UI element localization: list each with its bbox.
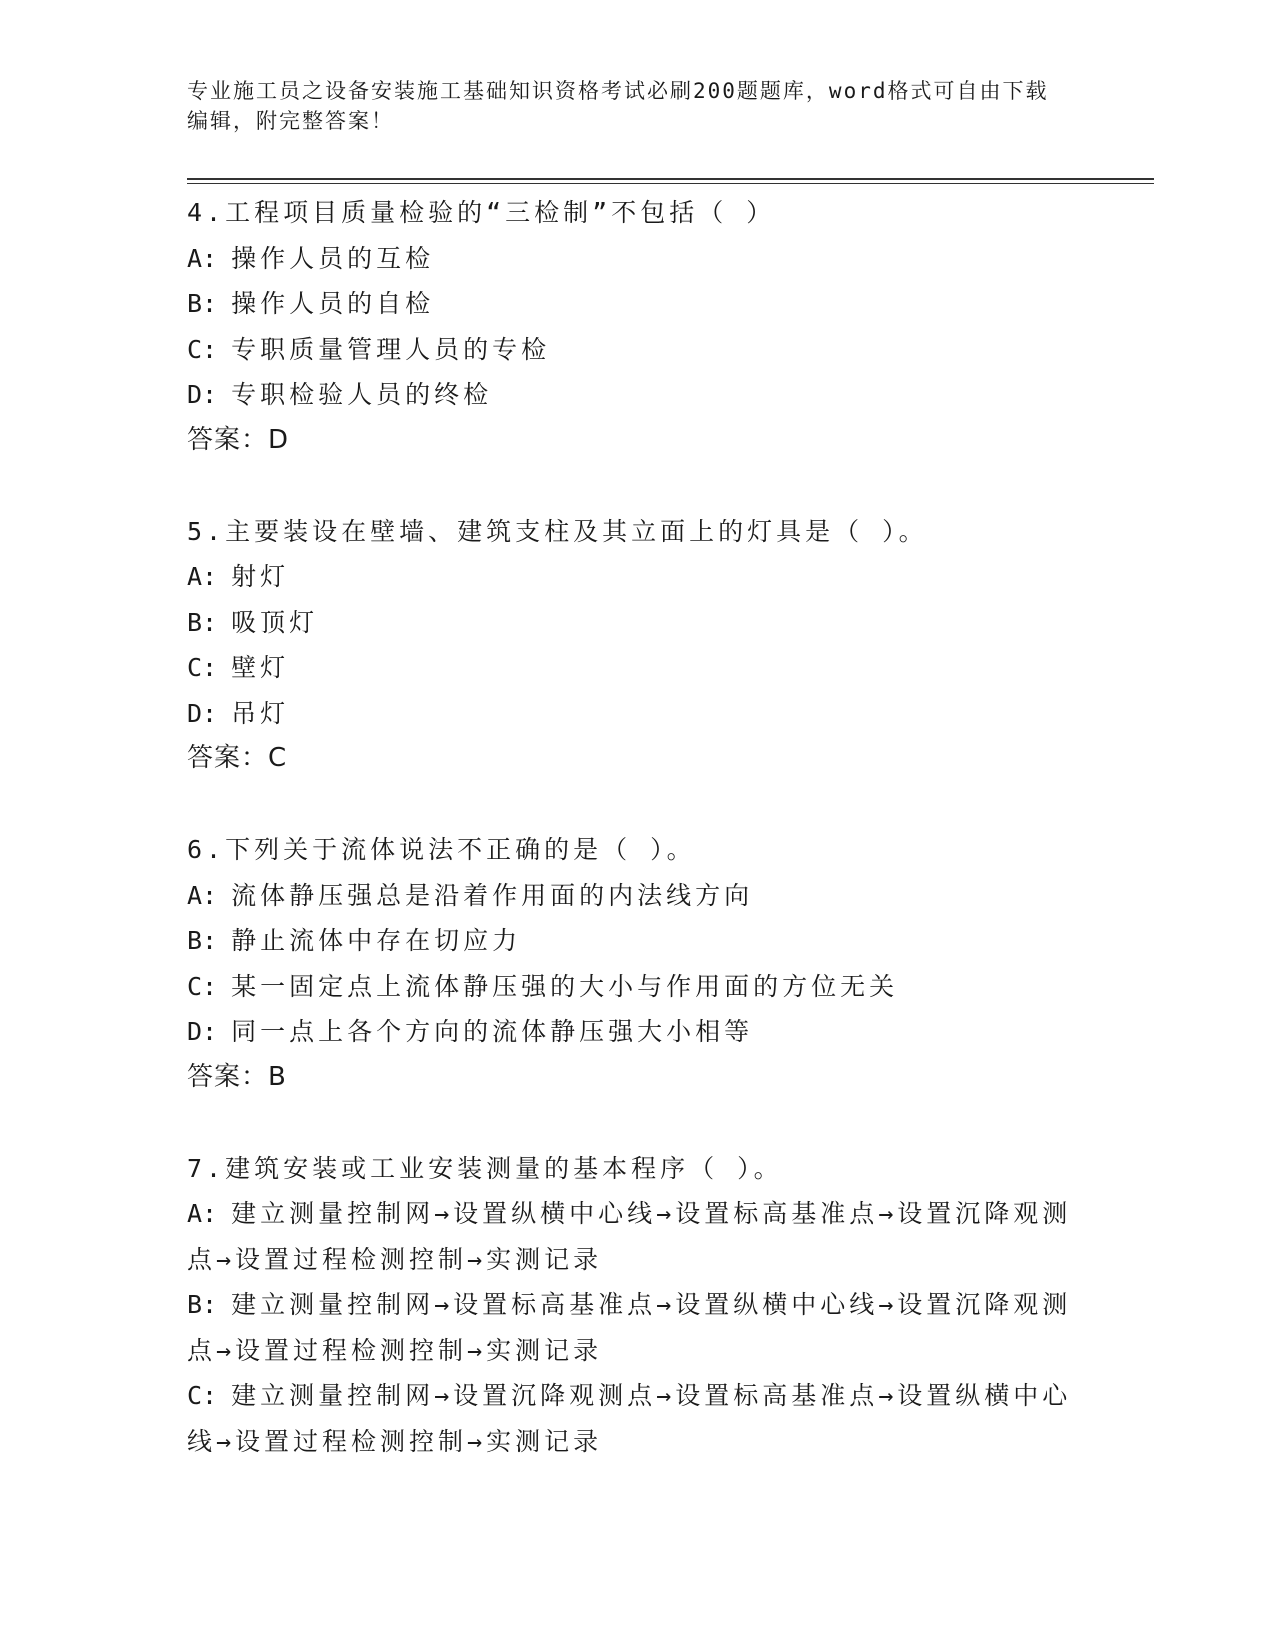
question-6 bbox=[187, 827, 1087, 1100]
option-c bbox=[187, 645, 1087, 691]
option-text: 流体静压强总是沿着作用面的内法线方向 bbox=[231, 880, 754, 910]
option-label: B: bbox=[187, 289, 218, 318]
option-label: D: bbox=[187, 1017, 218, 1046]
option-d bbox=[187, 1009, 1087, 1055]
option-c bbox=[187, 327, 1087, 373]
answer: 答案：B bbox=[187, 1061, 287, 1092]
option-label: A: bbox=[187, 1199, 218, 1228]
option-label: C: bbox=[187, 334, 218, 364]
option-d bbox=[187, 372, 1087, 418]
option-text: 静止流体中存在切应力 bbox=[231, 926, 522, 955]
option-label: C: bbox=[187, 653, 218, 682]
option-c bbox=[187, 1373, 1087, 1464]
option-label: A: bbox=[187, 562, 218, 591]
option-b bbox=[187, 600, 1087, 646]
question-7 bbox=[187, 1146, 1087, 1465]
option-text: 专职检验人员的终检 bbox=[231, 380, 493, 409]
option-a bbox=[187, 873, 1087, 919]
option-b bbox=[187, 1282, 1087, 1373]
option-b bbox=[187, 918, 1087, 964]
option-text: 建立测量控制网→设置沉降观测点→设置标高基准点→设置纵横中心线→设置过程检测控制→实测记录 bbox=[187, 1381, 1072, 1456]
option-c bbox=[187, 964, 1087, 1010]
option-text: 某一固定点上流体静压强的大小与作用面的方位无关 bbox=[231, 971, 899, 1001]
option-text: 操作人员的自检 bbox=[231, 289, 435, 318]
option-text: 同一点上各个方向的流体静压强大小相等 bbox=[231, 1017, 754, 1046]
question-5 bbox=[187, 509, 1087, 782]
question-stem: 4.工程项目质量检验的“三检制”不包括（ ） bbox=[187, 198, 776, 227]
option-text: 建立测量控制网→设置标高基准点→设置纵横中心线→设置沉降观测点→设置过程检测控制→实测记录 bbox=[187, 1290, 1072, 1365]
option-label: A: bbox=[187, 880, 218, 910]
option-label: B: bbox=[187, 926, 218, 955]
option-text: 建立测量控制网→设置纵横中心线→设置标高基准点→设置沉降观测点→设置过程检测控制→实测记录 bbox=[187, 1199, 1072, 1274]
option-text: 专职质量管理人员的专检 bbox=[231, 334, 551, 364]
question-stem: 5.主要装设在壁墙、建筑支柱及其立面上的灯具是（ ）。 bbox=[187, 516, 928, 546]
document-header: 专业施工员之设备安装施工基础知识资格考试必刷200题题库，word格式可自由下载编辑，附完整答案！ bbox=[187, 79, 1049, 133]
option-label: A: bbox=[187, 243, 218, 273]
option-text: 操作人员的互检 bbox=[231, 243, 435, 273]
question-4 bbox=[187, 190, 1087, 463]
option-text: 吸顶灯 bbox=[231, 607, 319, 637]
option-text: 壁灯 bbox=[231, 653, 290, 682]
option-b bbox=[187, 281, 1087, 327]
header-rule-thin bbox=[187, 183, 1154, 184]
answer: 答案：D bbox=[187, 424, 290, 455]
option-a bbox=[187, 1191, 1087, 1282]
option-label: D: bbox=[187, 380, 218, 409]
option-label: D: bbox=[187, 698, 218, 728]
option-label: B: bbox=[187, 1290, 218, 1319]
answer: 答案：C bbox=[187, 743, 288, 773]
question-list bbox=[187, 190, 1087, 1464]
option-label: C: bbox=[187, 1381, 218, 1410]
option-a bbox=[187, 554, 1087, 600]
option-label: B: bbox=[187, 607, 218, 637]
question-stem: 7.建筑安装或工业安装测量的基本程序（ ）。 bbox=[187, 1153, 783, 1183]
option-text: 吊灯 bbox=[231, 698, 290, 728]
option-text: 射灯 bbox=[231, 562, 290, 591]
question-stem: 6.下列关于流体说法不正确的是（ ）。 bbox=[187, 835, 696, 864]
option-label: C: bbox=[187, 971, 218, 1001]
header-rule-thick bbox=[187, 178, 1154, 180]
option-a bbox=[187, 236, 1087, 282]
option-d bbox=[187, 691, 1087, 737]
